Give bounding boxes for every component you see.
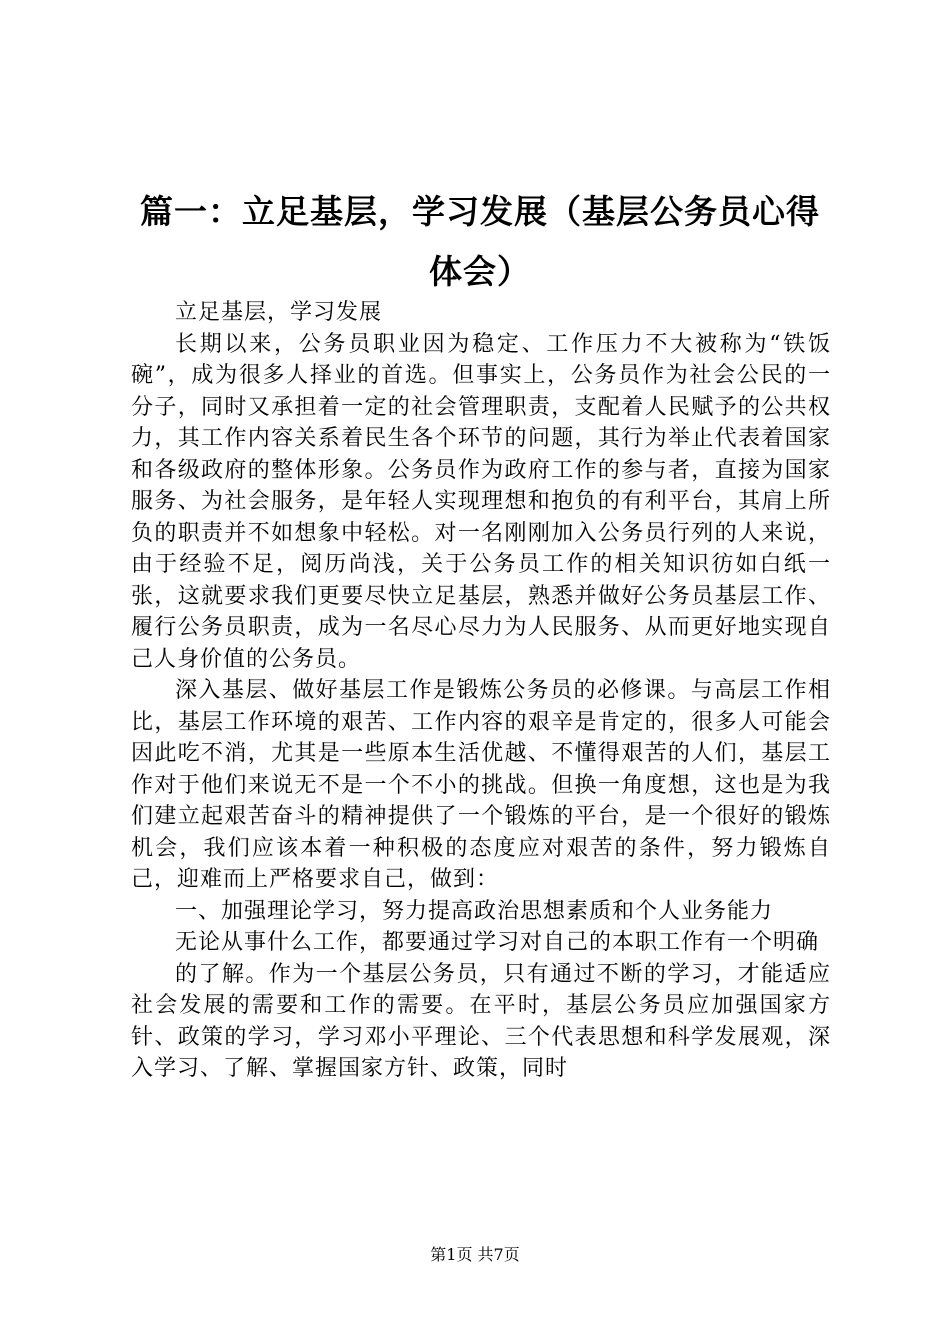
section-heading: 立足基层，学习发展 <box>175 300 383 325</box>
list-heading: 一、加强理论学习，努力提高政治思想素质和个人业务能力 <box>175 898 774 924</box>
paragraph: 无论从事什么工作，都要通过学习对自己的本职工作有一个明确 <box>175 930 820 955</box>
document-title: 篇一：立足基层，学习发展（基层公务员心得体会） <box>140 192 820 291</box>
document-body <box>131 297 831 1085</box>
paragraph: 深入基层、做好基层工作是锻炼公务员的必修课。与高层工作相比，基层工作环境的艰苦、工作内容的艰辛是肯定的，很多人可能会因此吃不消，尤其是一些原本生活优越、不懂得艰苦的人们，基层工作对于他们来说无不是一个不小的挑战。但换一角度想，这也是为我们建立起艰苦奋斗的精神提供了一个锻炼的平台，是一个很好的锻炼机会，我们应该本着一种积极的态度应对艰苦的条件，努力锻炼自己，迎难而上严格要求自己，做到： <box>131 678 831 892</box>
paragraph: 的了解。作为一个基层公务员，只有通过不断的学习，才能适应社会发展的需要和工作的需要。在平时，基层公务员应加强国家方针、政策的学习，学习邓小平理论、三个代表思想和科学发展观，深入学习、了解、掌握国家方针、政策，同时 <box>131 961 831 1081</box>
paragraph: 长期以来，公务员职业因为稳定、工作压力不大被称为“铁饭碗”，成为很多人择业的首选。但事实上，公务员作为社会公民的一分子，同时又承担着一定的社会管理职责，支配着人民赋予的公共权力，其工作内容关系着民生各个环节的问题，其行为举止代表着国家和各级政府的整体形象。公务员作为政府工作的参与者，直接为国家服务、为社会服务，是年轻人实现理想和抱负的有利平台，其肩上所负的职责并不如想象中轻松。对一名刚刚加入公务员行列的人来说，由于经验不足，阅历尚浅，关于公务员工作的相关知识彷如白纸一张，这就要求我们更要尽快立足基层，熟悉并做好公务员基层工作、履行公务员职责，成为一名尽心尽力为人民服务、从而更好地实现自己人身价值的公务员。 <box>131 331 831 672</box>
page-number: 第1页 共7页 <box>430 1245 520 1264</box>
